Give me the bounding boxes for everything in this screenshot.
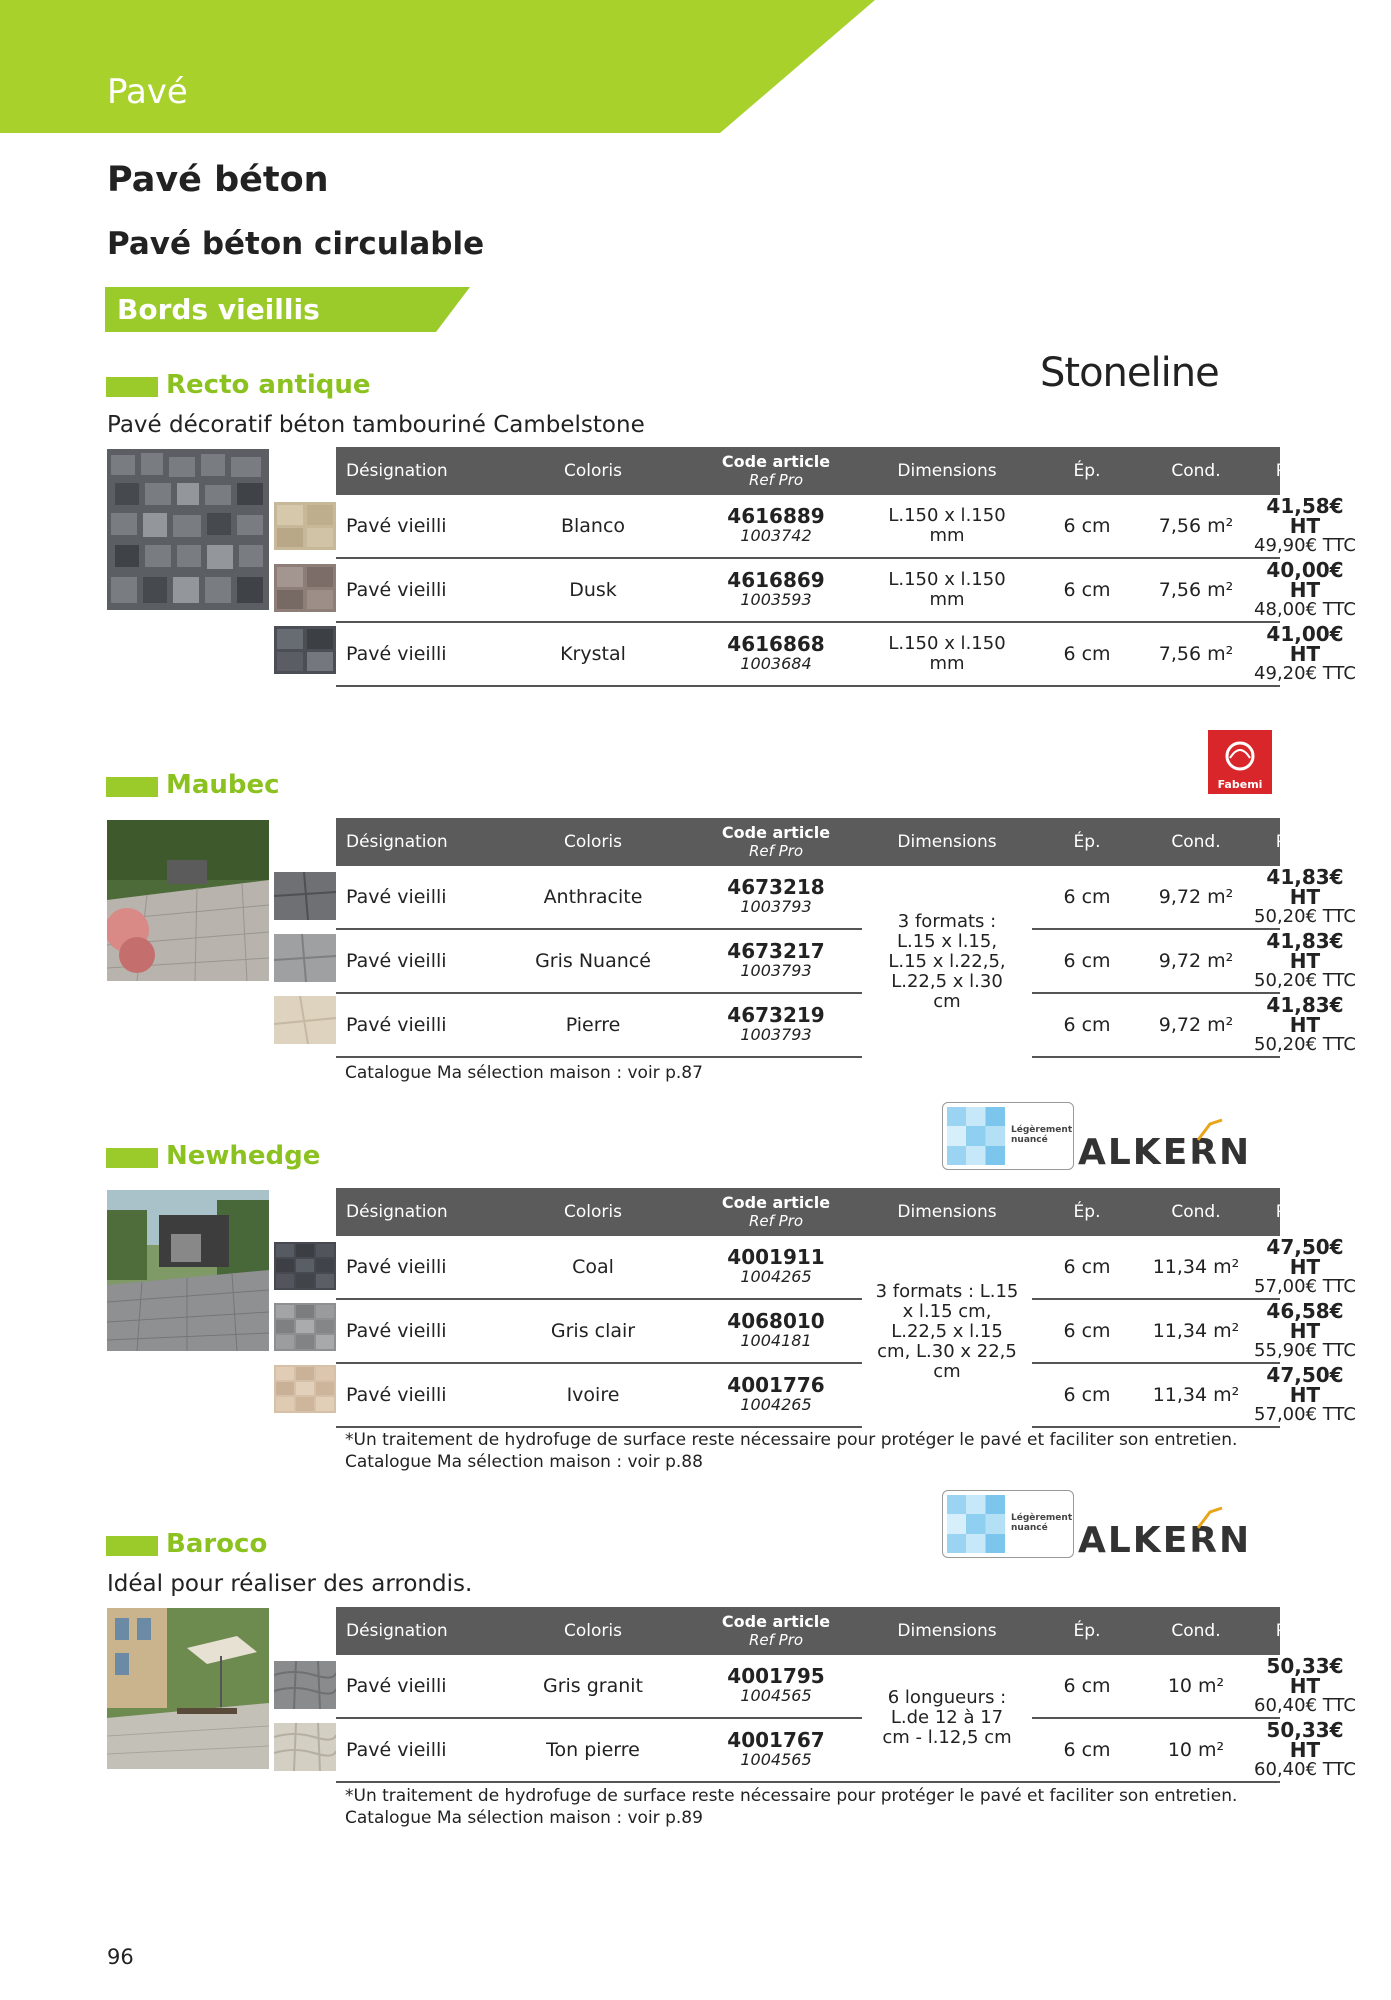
cell-dimensions: L.150 x l.150 mm [888,569,1006,610]
cell-coloris: Coal [572,1256,614,1278]
cell-code [690,495,862,557]
code-article: 4001776 [727,1373,825,1397]
col-dimensions: Dimensions [897,1621,997,1641]
section-heading-newhedge: Newhedge [166,1141,321,1171]
cell-ep: 6 cm [1063,950,1111,972]
section-description: Idéal pour réaliser des arrondis. [107,1571,473,1597]
cell-designation: Pavé vieilli [346,1675,447,1697]
cell-designation: Pavé vieilli [346,515,447,537]
cell-prix [1250,1719,1360,1781]
nuance-badge [942,1490,1074,1558]
alkern-star-icon [1196,1118,1224,1142]
page-subtitle: Pavé béton circulable [107,226,485,262]
fabemi-logo [1208,730,1272,794]
nuance-label: Légèrement nuancé [1011,1125,1073,1145]
col-ref-label: Ref Pro [748,842,804,860]
cell-prix [1250,1364,1360,1426]
cell-code [690,1655,862,1717]
ref-pro: 1004265 [740,1395,812,1414]
cell-prix [1250,866,1360,928]
cell-code [690,866,862,928]
code-article: 4001911 [727,1245,825,1269]
nuance-swatch-band [947,1126,1005,1146]
price-ht: 50,33€ HT [1266,1654,1344,1698]
product-photo-baroco [107,1608,269,1769]
table-row [336,558,1356,623]
cell-cond: 11,34 m² [1152,1384,1240,1406]
col-designation: Désignation [346,832,448,852]
product-photo-maubec [107,820,269,981]
cell-coloris: Dusk [569,579,617,601]
price-ttc: 50,20€ TTC [1254,1034,1356,1055]
cell-cond: 7,56 m² [1158,579,1234,601]
price-ttc: 57,00€ TTC [1254,1404,1356,1425]
section-heading-baroco: Baroco [166,1529,268,1559]
table-header [336,447,1335,495]
cell-coloris: Anthracite [543,886,643,908]
col-prix: Prix M² [1275,461,1335,481]
cell-ep: 6 cm [1063,515,1111,537]
col-ref-label: Ref Pro [748,471,804,489]
cell-ep: 6 cm [1063,1739,1111,1761]
swatch-pierre [274,996,336,1044]
cell-ep: 6 cm [1063,1675,1111,1697]
product-photo-recto-antique [107,449,269,610]
col-cond: Cond. [1171,832,1221,852]
code-article: 4001767 [727,1728,825,1752]
cell-prix [1250,495,1360,557]
cell-cond: 11,34 m² [1152,1256,1240,1278]
col-coloris: Coloris [564,461,622,481]
ref-pro: 1003742 [740,526,812,545]
ref-pro: 1003793 [740,897,812,916]
alkern-logo: ALKERN [1078,1132,1252,1173]
cell-ep: 6 cm [1063,1384,1111,1406]
ref-pro: 1003793 [740,1025,812,1044]
table-header [336,1607,1335,1655]
cell-cond: 9,72 m² [1158,1014,1234,1036]
cell-designation: Pavé vieilli [346,643,447,665]
merged-dimensions: 6 longueurs : L.de 12 à 17 cm - l.12,5 cm [862,1655,1032,1781]
swatch-gris-nuance [274,934,336,982]
cell-designation: Pavé vieilli [346,1384,447,1406]
col-code-label: Code article [721,1612,831,1631]
cell-coloris: Gris Nuancé [535,950,651,972]
cell-designation: Pavé vieilli [346,1739,447,1761]
cell-designation: Pavé vieilli [346,1014,447,1036]
swatch-dusk [274,564,336,612]
table-row [336,622,1356,687]
code-article: 4001795 [727,1664,825,1688]
ref-pro: 1004265 [740,1267,812,1286]
cell-ep: 6 cm [1063,1320,1111,1342]
col-code [690,447,862,495]
table-row [336,1718,1356,1783]
nuance-swatch-band [947,1514,1005,1534]
table-row [336,993,1356,1058]
col-code-label: Code article [721,1193,831,1212]
swatch-coal [274,1242,336,1290]
cell-code [690,930,862,992]
col-ep: Ép. [1073,1621,1101,1641]
cell-prix [1250,994,1360,1056]
price-ttc: 48,00€ TTC [1254,599,1356,620]
col-designation: Désignation [346,1621,448,1641]
table-row [336,1654,1356,1719]
table-header [336,1188,1335,1236]
ref-pro: 1003793 [740,961,812,980]
cell-coloris: Blanco [560,515,626,537]
product-table-newhedge [336,1188,1356,1428]
ref-pro: 1004565 [740,1750,812,1769]
price-ttc: 49,90€ TTC [1254,535,1356,556]
cell-coloris: Ton pierre [546,1739,640,1761]
stoneline-logo: Stoneline [1040,350,1219,396]
price-ttc: 49,20€ TTC [1254,663,1356,684]
cell-cond: 11,34 m² [1152,1320,1240,1342]
ref-pro: 1004181 [740,1331,812,1350]
col-ep: Ép. [1073,461,1101,481]
page-number: 96 [107,1945,134,1969]
table-header [336,818,1335,866]
col-code-label: Code article [721,823,831,842]
table-row [336,929,1356,994]
cell-code [690,559,862,621]
price-ht: 41,00€ HT [1266,622,1344,666]
cell-prix [1250,1655,1360,1717]
col-ep: Ép. [1073,1202,1101,1222]
code-article: 4616869 [727,568,825,592]
cell-designation: Pavé vieilli [346,950,447,972]
cell-cond: 10 m² [1167,1675,1225,1697]
swatch-gris-granit [274,1661,336,1709]
price-ttc: 55,90€ TTC [1254,1340,1356,1361]
col-code-label: Code article [721,452,831,471]
col-designation: Désignation [346,461,448,481]
hydrofuge-note: *Un traitement de hydrofuge de surface reste nécessaire pour protéger le pavé et faciliter son entretien. [345,1430,1238,1450]
cell-ep: 6 cm [1063,886,1111,908]
cell-designation: Pavé vieilli [346,1256,447,1278]
price-ht: 40,00€ HT [1266,558,1344,602]
price-ht: 50,33€ HT [1266,1718,1344,1762]
col-ep: Ép. [1073,832,1101,852]
col-ref-label: Ref Pro [748,1631,804,1649]
table-row [336,494,1356,559]
section-heading-maubec: Maubec [166,770,280,800]
cell-dimensions: L.150 x l.150 mm [888,505,1006,546]
catalogue-note: Catalogue Ma sélection maison : voir p.89 [345,1808,703,1828]
section-description: Pavé décoratif béton tambouriné Cambelstone [107,412,645,438]
swatch-gris-clair [274,1303,336,1351]
cell-coloris: Krystal [560,643,626,665]
price-ht: 41,83€ HT [1266,865,1344,909]
col-cond: Cond. [1171,1621,1221,1641]
col-designation: Désignation [346,1202,448,1222]
cell-prix [1250,623,1360,685]
code-article: 4616868 [727,632,825,656]
price-ttc: 57,00€ TTC [1254,1276,1356,1297]
cell-designation: Pavé vieilli [346,579,447,601]
cell-cond: 9,72 m² [1158,886,1234,908]
product-table-maubec [336,818,1356,1058]
col-code [690,818,862,866]
ref-pro: 1004565 [740,1686,812,1705]
code-article: 4673219 [727,1003,825,1027]
price-ht: 41,83€ HT [1266,929,1344,973]
cell-prix [1250,559,1360,621]
product-photo-newhedge [107,1190,269,1351]
alkern-star-icon [1196,1506,1224,1530]
section-heading-recto-antique: Recto antique [166,370,371,400]
cell-ep: 6 cm [1063,643,1111,665]
table-row [336,1299,1356,1364]
merged-dimensions: 3 formats : L.15 x l.15 cm, L.22,5 x l.15 cm, L.30 x 22,5 cm [862,1236,1032,1428]
col-prix: Prix M² [1275,1202,1335,1222]
header-banner [0,0,1391,135]
col-code [690,1607,862,1655]
price-ttc: 50,20€ TTC [1254,906,1356,927]
cell-code [690,1300,862,1362]
cell-designation: Pavé vieilli [346,1320,447,1342]
cell-code [690,1719,862,1781]
cell-ep: 6 cm [1063,1256,1111,1278]
section-marker [106,377,158,397]
catalogue-note: Catalogue Ma sélection maison : voir p.88 [345,1452,703,1472]
col-prix: Prix M² [1275,1621,1335,1641]
cell-prix [1250,1300,1360,1362]
cell-coloris: Gris clair [550,1320,636,1342]
swatch-ton-pierre [274,1723,336,1771]
price-ht: 47,50€ HT [1266,1235,1344,1279]
col-coloris: Coloris [564,1202,622,1222]
section-marker [106,777,158,797]
code-article: 4068010 [727,1309,825,1333]
cell-ep: 6 cm [1063,579,1111,601]
code-article: 4673217 [727,939,825,963]
price-ht: 46,58€ HT [1266,1299,1344,1343]
nuance-label: Légèrement nuancé [1011,1513,1073,1533]
cell-cond: 7,56 m² [1158,643,1234,665]
ref-pro: 1003684 [740,654,812,673]
col-cond: Cond. [1171,1202,1221,1222]
col-coloris: Coloris [564,832,622,852]
swatch-ivoire [274,1365,336,1413]
section-title: Pavé [107,72,188,112]
price-ttc: 50,20€ TTC [1254,970,1356,991]
table-row [336,1235,1356,1300]
cell-coloris: Gris granit [542,1675,644,1697]
cell-prix [1250,1236,1360,1298]
table-row [336,1363,1356,1428]
col-code [690,1188,862,1236]
merged-dimensions: 3 formats : L.15 x l.15, L.15 x l.22,5, L.22,5 x l.30 cm [862,866,1032,1058]
cell-designation: Pavé vieilli [346,886,447,908]
swatch-blanco [274,502,336,550]
col-coloris: Coloris [564,1621,622,1641]
nuance-badge [942,1102,1074,1170]
swatch-krystal [274,626,336,674]
hydrofuge-note: *Un traitement de hydrofuge de surface reste nécessaire pour protéger le pavé et faciliter son entretien. [345,1786,1238,1806]
cell-cond: 9,72 m² [1158,950,1234,972]
product-table-recto-antique [336,447,1356,687]
price-ttc: 60,40€ TTC [1254,1759,1356,1780]
cell-ep: 6 cm [1063,1014,1111,1036]
code-article: 4673218 [727,875,825,899]
cell-code [690,623,862,685]
fabemi-logo-text: Fabemi [1217,778,1263,791]
col-dimensions: Dimensions [897,832,997,852]
col-prix: Prix M² [1275,832,1335,852]
catalogue-note: Catalogue Ma sélection maison : voir p.87 [345,1063,703,1083]
swatch-anthracite [274,872,336,920]
col-cond: Cond. [1171,461,1221,481]
col-ref-label: Ref Pro [748,1212,804,1230]
code-article: 4616889 [727,504,825,528]
page-title: Pavé béton [107,160,329,200]
cell-code [690,1364,862,1426]
product-table-baroco [336,1607,1356,1783]
price-ttc: 60,40€ TTC [1254,1695,1356,1716]
col-dimensions: Dimensions [897,461,997,481]
section-marker [106,1536,158,1556]
category-band-label: Bords vieillis [117,293,320,326]
price-ht: 41,83€ HT [1266,993,1344,1037]
ref-pro: 1003593 [740,590,812,609]
table-row [336,865,1356,930]
cell-coloris: Ivoire [566,1384,620,1406]
cell-code [690,994,862,1056]
cell-cond: 7,56 m² [1158,515,1234,537]
cell-dimensions: L.150 x l.150 mm [888,633,1006,674]
col-dimensions: Dimensions [897,1202,997,1222]
cell-cond: 10 m² [1167,1739,1225,1761]
section-marker [106,1148,158,1168]
cell-coloris: Pierre [565,1014,621,1036]
cell-prix [1250,930,1360,992]
price-ht: 41,58€ HT [1266,494,1344,538]
price-ht: 47,50€ HT [1266,1363,1344,1407]
alkern-logo: ALKERN [1078,1520,1252,1561]
cell-code [690,1236,862,1298]
